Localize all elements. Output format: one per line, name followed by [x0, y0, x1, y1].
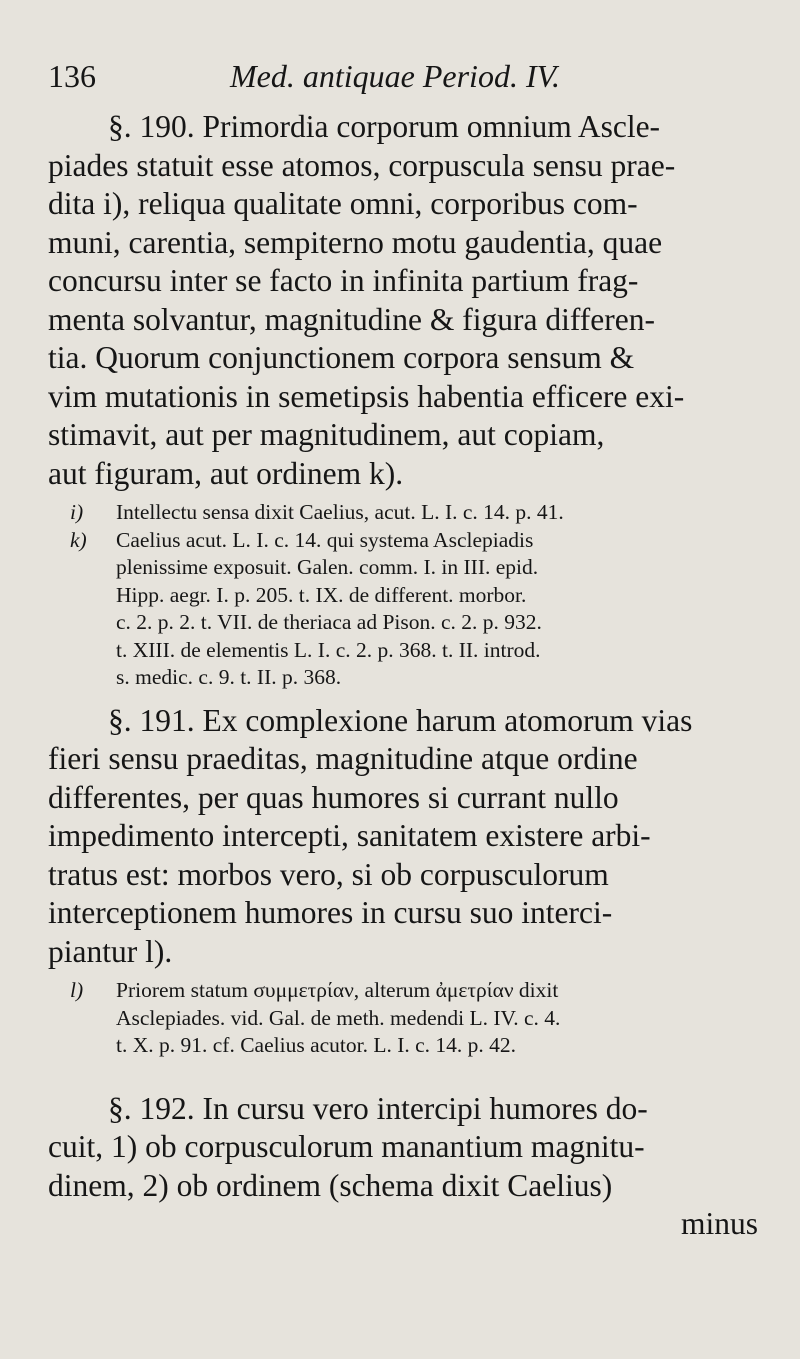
footnote-l [70, 977, 760, 1060]
text-line: fieri sensu praeditas, magnitudine atque ordine [48, 741, 638, 776]
text-line: concursu inter se facto in infinita partium frag- [48, 263, 639, 298]
section-192 [48, 1090, 760, 1206]
text-line: §. 192. In cursu vero intercipi humores do- [108, 1090, 648, 1126]
page-number: 136 [48, 58, 96, 94]
running-head: Med. antiquae Period. IV. [230, 58, 561, 94]
text-line: piades statuit esse atomos, corpuscula sensu prae- [48, 147, 676, 183]
section-191 [48, 702, 760, 972]
text-line: cuit, 1) ob corpusculorum manantium magnitu- [48, 1129, 645, 1164]
footnote-mark: i) [70, 500, 84, 524]
footnote-line: t. XIII. de elementis L. I. c. 2. p. 368. t. II. introd. [116, 637, 541, 662]
text-line: dita i), reliqua qualitate omni, corporibus com- [48, 186, 638, 221]
text-line: muni, carentia, sempiterno motu gaudentia, quae [48, 224, 663, 260]
footnote-line: c. 2. p. 2. t. VII. de theriaca ad Pison. c. 2. p. 932. [116, 610, 542, 634]
text-line: dinem, 2) ob ordinem (schema dixit Caelius) [48, 1167, 613, 1203]
text-line: tia. Quorum conjunctionem corpora sensum & [48, 340, 635, 375]
text-line: vim mutationis in semetipsis habentia efficere exi- [48, 378, 685, 414]
footnote-line: t. X. p. 91. cf. Caelius acutor. L. I. c. 14. p. 42. [116, 1033, 517, 1057]
text-line: aut figuram, aut ordinem k). [48, 455, 404, 491]
footnote-mark: l) [70, 978, 84, 1002]
footnote-i [70, 499, 760, 527]
text-line: menta solvantur, magnitudine & figura differen- [48, 301, 655, 337]
footnote-line: Intellectu sensa dixit Caelius, acut. L. I. c. 14. p. 41. [116, 500, 564, 524]
page-header [48, 58, 760, 108]
footnote-line: s. medic. c. 9. t. II. p. 368. [116, 665, 342, 689]
catchword: minus [680, 1206, 758, 1241]
footnote-line: Priorem statum συμμετρίαν, alterum ἀμετρίαν dixit [116, 978, 559, 1002]
text-line: §. 191. Ex complexione harum atomorum vias [108, 702, 693, 738]
footnote-line: plenissime exposuit. Galen. comm. I. in III. epid. [116, 555, 539, 579]
text-line: interceptionem humores in cursu suo interci- [48, 895, 613, 930]
text-line: piantur l). [48, 933, 173, 969]
footnote-line: Asclepiades. vid. Gal. de meth. medendi L. IV. c. 4. [116, 1005, 561, 1030]
footnote-mark: k) [70, 527, 87, 552]
text-line: §. 190. Primordia corporum omnium Ascle- [108, 109, 661, 144]
text-line: impedimento intercepti, sanitatem existere arbi- [48, 818, 651, 853]
text-line: differentes, per quas humores si currant nullo [48, 779, 619, 815]
footnotes-191 [70, 977, 760, 1060]
text-line: tratus est: morbos vero, si ob corpusculorum [48, 856, 609, 892]
footnotes-190 [70, 499, 760, 692]
footnote-k [70, 527, 760, 692]
text-line: stimavit, aut per magnitudinem, aut copiam, [48, 417, 605, 452]
section-190 [48, 108, 760, 493]
footnote-line: Hipp. aegr. I. p. 205. t. IX. de different. morbor. [116, 582, 527, 607]
footnote-line: Caelius acut. L. I. c. 14. qui systema Asclepiadis [116, 527, 534, 552]
